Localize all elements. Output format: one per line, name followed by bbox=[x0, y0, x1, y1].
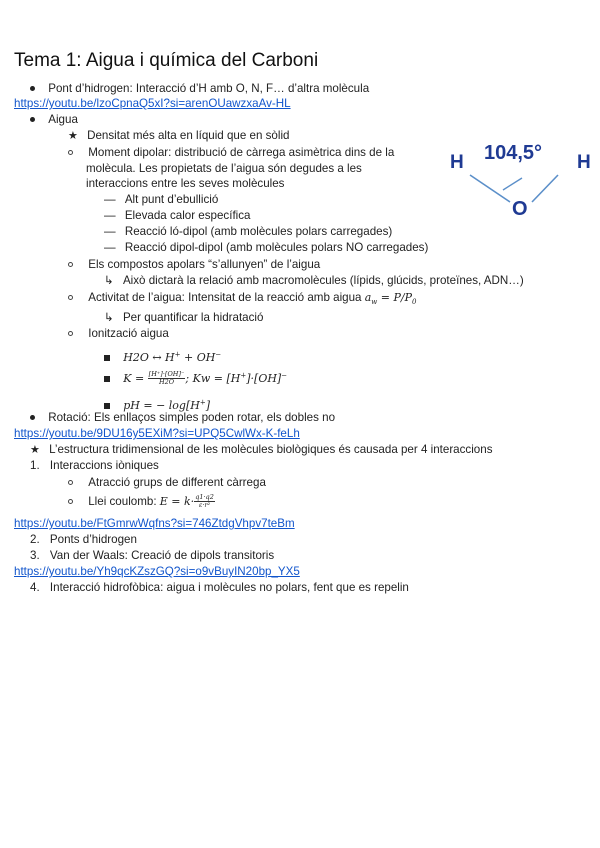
youtube-link[interactable]: https://youtu.be/FtGmrwWqfns?si=746ZtdgVhpv7teBm bbox=[14, 517, 295, 530]
numbered-item: 3. Van der Waals: Creació de dipols transitoris bbox=[30, 549, 275, 562]
circle-bullet-icon bbox=[68, 499, 73, 504]
list-item: — Alt punt d’ebullició bbox=[104, 193, 219, 206]
arrow-return-icon: ↳ bbox=[104, 311, 114, 324]
square-bullet-icon bbox=[104, 376, 110, 382]
list-item: — Elevada calor específica bbox=[104, 209, 251, 222]
circle-bullet-icon bbox=[68, 480, 73, 485]
list-item: Atracció grups de different càrrega bbox=[68, 476, 266, 490]
circle-bullet-icon bbox=[68, 295, 73, 300]
circle-bullet-icon bbox=[68, 331, 73, 336]
star-icon: ★ bbox=[30, 444, 40, 456]
bullet-icon bbox=[30, 117, 35, 122]
list-item: Els compostos apolars “s’allunyen” de l’aigua bbox=[68, 258, 320, 272]
bullet-icon bbox=[30, 86, 35, 91]
square-bullet-icon bbox=[104, 355, 110, 361]
dash-icon: — bbox=[104, 193, 116, 206]
list-item: Rotació: Els enllaços simples poden rotar, els dobles no bbox=[30, 411, 335, 425]
list-item: Activitat de l’aigua: Intensitat de la reacció amb aigua $a_w = P/P_0$ bbox=[68, 291, 417, 309]
list-item: ★ Densitat més alta en líquid que en sòlid bbox=[68, 129, 290, 142]
list-item: — Reacció ló-dipol (amb molècules polars carregades) bbox=[104, 225, 393, 238]
list-item: Ionització aigua bbox=[68, 327, 169, 341]
page-title: Tema 1: Aigua i química del Carboni bbox=[14, 50, 319, 71]
numbered-item: 2. Ponts d’hidrogen bbox=[30, 533, 137, 546]
list-item: ★ L’estructura tridimensional de les molècules biològiques és causada per 4 interaccions bbox=[30, 443, 493, 456]
youtube-link[interactable]: https://youtu.be/Yh9qcKZszGQ?si=o9vBuyIN20bp_YX5 bbox=[14, 565, 300, 578]
oxygen-label: O bbox=[512, 198, 528, 220]
arrow-return-icon: ↳ bbox=[104, 274, 114, 287]
dash-icon: — bbox=[104, 225, 116, 238]
hydrogen-left-label: H bbox=[450, 152, 464, 173]
square-bullet-icon bbox=[104, 403, 110, 409]
text-line: molècula. Les propietats de l’aigua són degudes a les bbox=[86, 162, 362, 175]
youtube-link[interactable]: https://youtu.be/9DU16y5EXiM?si=UPQ5CwlWx-K-feLh bbox=[14, 427, 300, 440]
formula-item: H2O ↔ H+ + OH− bbox=[104, 347, 221, 365]
water-activity-formula: $a_w = P/P_0$ bbox=[364, 291, 417, 307]
formula-item: K = $\frac{[H^+]\cdot[OH]^-}{H2O}$ ; Kw = [H+]·[OH]− bbox=[104, 368, 287, 386]
list-item: ↳ Això dictarà la relació amb macromolècules (lípids, glúcids, proteïnes, ADN…) bbox=[104, 274, 524, 287]
bond-left-line bbox=[470, 175, 510, 202]
bond-right-line bbox=[532, 175, 558, 202]
coulomb-formula: E = k· $\frac{q1\cdot q2}{\text{ε·r²}}$ bbox=[159, 493, 214, 509]
bond-angle-label: 104,5° bbox=[484, 142, 543, 164]
text-line: interaccions entre les seves molècules bbox=[86, 177, 285, 190]
list-item: Llei coulomb: E = k· $\frac{q1\cdot q2}{\text{ε·r²}}$ bbox=[68, 494, 215, 509]
dash-icon: — bbox=[104, 209, 116, 222]
list-item: Moment dipolar: distribució de càrrega asimètrica dins de la bbox=[68, 146, 394, 160]
hydrogen-right-label: H bbox=[577, 152, 591, 173]
circle-bullet-icon bbox=[68, 262, 73, 267]
angle-arc-line bbox=[503, 178, 522, 190]
circle-bullet-icon bbox=[68, 150, 73, 155]
list-item: — Reacció dipol-dipol (amb molècules polars NO carregades) bbox=[104, 241, 429, 254]
numbered-item: 4. Interacció hidrofòbica: aigua i molècules no polars, fent que es repelin bbox=[30, 581, 409, 594]
star-icon: ★ bbox=[68, 130, 78, 142]
formula-item: pH = − log[H+] bbox=[104, 395, 210, 413]
list-item: Aigua bbox=[30, 113, 78, 127]
bullet-icon bbox=[30, 415, 35, 420]
water-molecule-diagram bbox=[440, 140, 600, 240]
list-item: ↳ Per quantificar la hidratació bbox=[104, 311, 264, 324]
youtube-link[interactable]: https://youtu.be/lzoCpnaQ5xI?si=arenOUawzxaAv-HL bbox=[14, 97, 291, 110]
numbered-item: 1. Interaccions iòniques bbox=[30, 459, 159, 472]
dash-icon: — bbox=[104, 241, 116, 254]
list-item: Pont d’hidrogen: Interacció d’H amb O, N, F… d’altra molècula bbox=[30, 82, 369, 96]
